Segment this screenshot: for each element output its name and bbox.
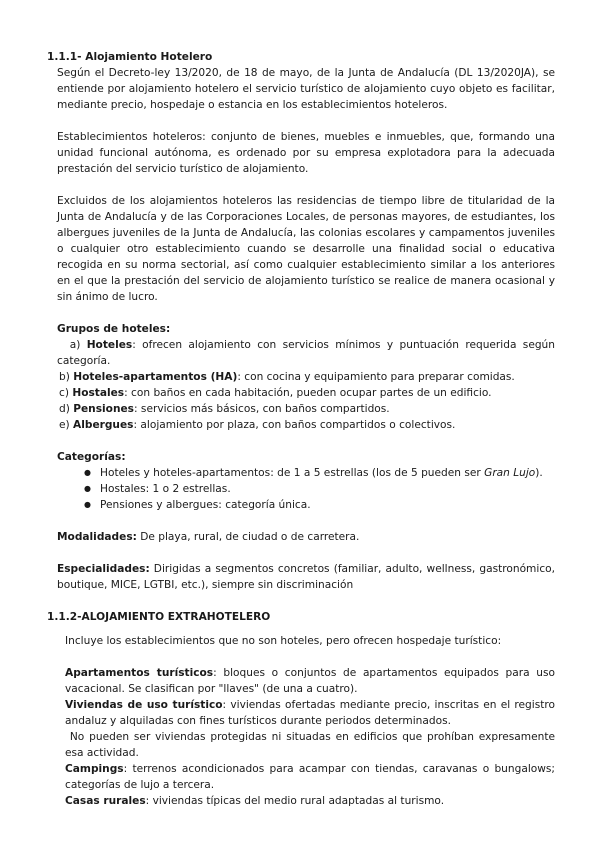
- especialidades-label: Especialidades:: [57, 563, 150, 575]
- paragraph-excluidos: Excluidos de los alojamientos hoteleros las residencias de tiempo libre de titularidad de la Junta de Andalucía y de las Corporaciones Locales, de personas mayores, de estudiantes, los albergues juveniles de la Junta de Andalucía, las colonias escolares y campamentos juveniles o cualquier otro establecimiento cuando se desarrolle una finalidad social o educativa recogida en su norma sectorial, así como cualquier establecimiento similar a los anteriores en el que la prestación del servicio de alojamiento turístico se realice de manera ocasional y sin ánimo de lucro.: [57, 195, 555, 303]
- group-item-c: [59, 385, 557, 401]
- item-desc: : terrenos acondicionados para acampar con tiendas, caravanas o bungalows; categorías de lujo a tercera.: [65, 763, 555, 791]
- modalidades-text: De playa, rural, de ciudad o de carretera.: [136, 531, 360, 543]
- paragraph-intro: Incluye los establecimientos que no son hoteles, pero ofrecen hospedaje turístico:: [65, 635, 502, 647]
- group-prefix: c): [59, 387, 73, 399]
- item-desc: : viviendas ofertadas mediante precio, inscritas en el registro andaluz y alquiladas con fines turísticos durante periodos determinados.: [65, 699, 555, 727]
- group-prefix: b): [59, 371, 74, 383]
- paragraph-establecimientos: Establecimientos hoteleros: conjunto de bienes, muebles e inmuebles, que, formando una unidad funcional autónoma, es ordenado por su empresa explotadora para la adecuada prestación del servicio turístico de alojamiento.: [57, 131, 555, 175]
- especialidades-text: Dirigidas a segmentos concretos (familiar, adulto, wellness, gastronómico, boutique, MICE, LGTBI, etc.), siempre sin discriminación: [57, 563, 555, 591]
- modalidades: [57, 529, 555, 545]
- group-desc: : alojamiento por plaza, con baños compartidos o colectivos.: [133, 419, 456, 431]
- group-term: Hostales: [72, 387, 125, 399]
- paragraph-decreto: Según el Decreto-ley 13/2020, de 18 de mayo, de la Junta de Andalucía (DL 13/2020JA), se entiende por alojamiento hotelero el servicio turístico de alojamiento cuyo objeto es facilitar, mediante precio, hospedaje o estancia en los establecimientos hoteleros.: [57, 67, 555, 111]
- item-term: Campings: [65, 763, 124, 775]
- categories-title: Categorías:: [57, 451, 126, 463]
- category-end: ).: [535, 467, 543, 479]
- category-italic: Gran Lujo: [484, 467, 536, 479]
- group-term: Hoteles: [86, 339, 133, 351]
- group-desc: : servicios más básicos, con baños compartidos.: [133, 403, 390, 415]
- group-term: Albergues: [73, 419, 134, 431]
- section-heading-1-1-2: 1.1.2-ALOJAMIENTO EXTRAHOTELERO: [47, 611, 271, 623]
- viviendas-note-text: No pueden ser viviendas protegidas ni situadas en edificios que prohíban expresamente esa actividad.: [65, 731, 555, 759]
- categories-list: [84, 465, 543, 513]
- item-campings: [65, 761, 555, 793]
- category-text: Hoteles y hoteles-apartamentos: de 1 a 5 estrellas (los de 5 pueden ser: [100, 467, 485, 479]
- group-prefix: a): [69, 339, 87, 351]
- item-apartamentos: [65, 665, 555, 697]
- group-item-e: [59, 417, 557, 433]
- group-item-d: [59, 401, 557, 417]
- group-desc: : con baños en cada habitación, pueden ocupar partes de un edificio.: [124, 387, 492, 399]
- item-term: Casas rurales: [65, 795, 146, 807]
- groups-title: Grupos de hoteles:: [57, 323, 171, 335]
- section-heading-1-1-1: 1.1.1- Alojamiento Hotelero: [47, 51, 213, 63]
- modalidades-label: Modalidades:: [57, 531, 137, 543]
- item-viviendas: [65, 697, 555, 729]
- list-item: ● Pensiones y albergues: categoría única.: [84, 497, 543, 513]
- group-item-a: [57, 337, 555, 369]
- group-prefix: e): [59, 419, 74, 431]
- item-casas-rurales: [65, 793, 555, 809]
- group-desc: : con cocina y equipamiento para preparar comidas.: [237, 371, 515, 383]
- group-desc: : ofrecen alojamiento con servicios mínimos y puntuación requerida según categoría.: [57, 339, 555, 367]
- group-term: Hoteles-apartamentos (HA): [73, 371, 238, 383]
- item-desc: : viviendas típicas del medio rural adaptadas al turismo.: [145, 795, 445, 807]
- item-desc: : bloques o conjuntos de apartamentos equipados para uso vacacional. Se clasifican por "llaves" (de una a cuatro).: [65, 667, 555, 695]
- list-item: ● Hostales: 1 o 2 estrellas.: [84, 481, 543, 497]
- especialidades: [57, 561, 555, 593]
- group-term: Pensiones: [73, 403, 134, 415]
- group-prefix: d): [59, 403, 74, 415]
- item-term: Apartamentos turísticos: [65, 667, 214, 679]
- item-term: Viviendas de uso turístico: [65, 699, 223, 711]
- group-item-b: [59, 369, 557, 385]
- paragraph-viviendas-note: [65, 729, 555, 761]
- list-item: [84, 465, 543, 481]
